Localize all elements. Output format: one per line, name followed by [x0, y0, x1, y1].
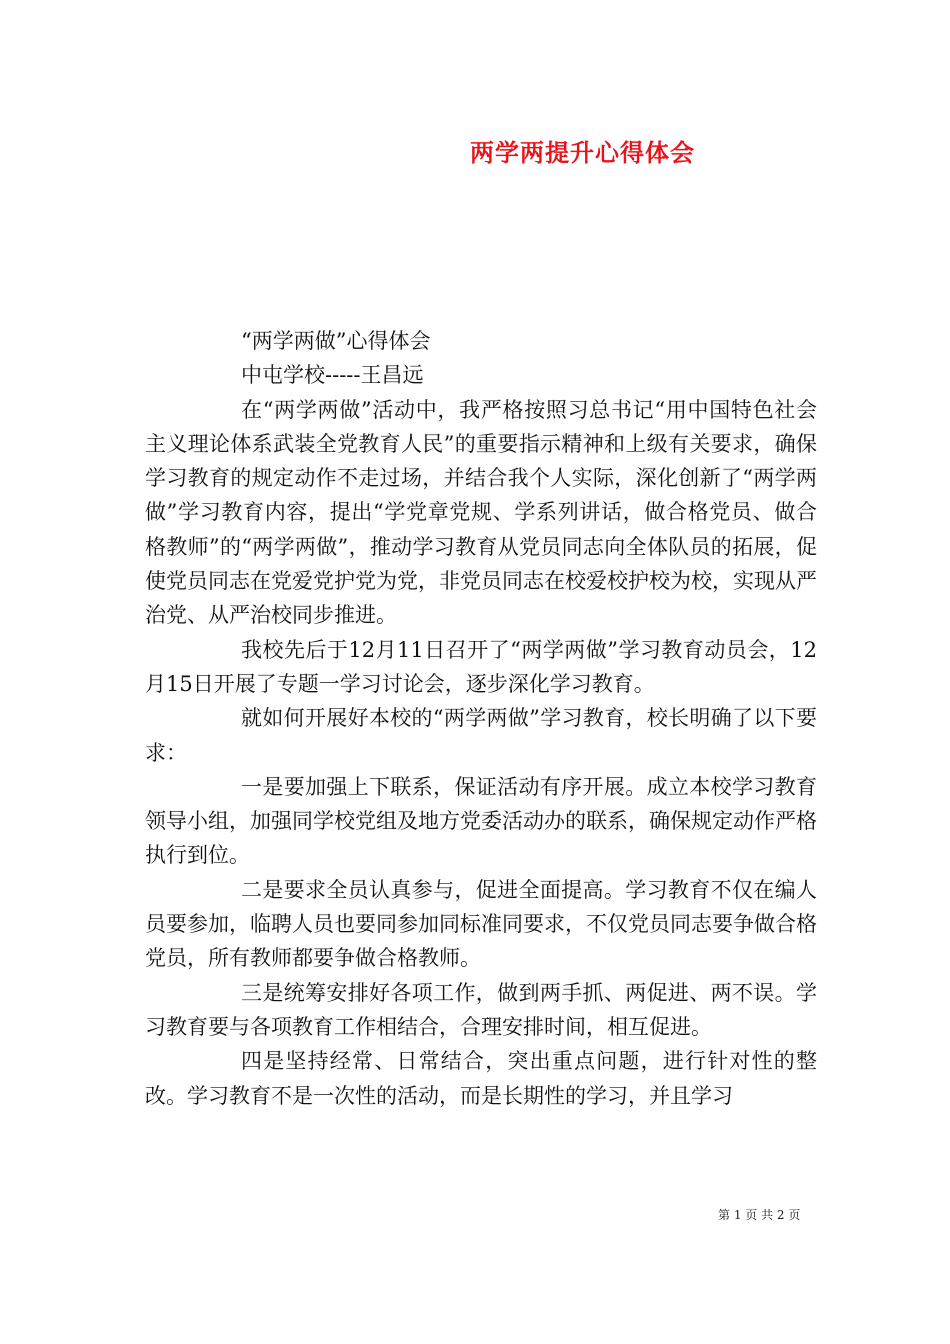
document-title: 两学两提升心得体会 [470, 138, 695, 167]
paragraph: 在“两学两做”活动中，我严格按照习总书记“用中国特色社会主义理论体系武装全党教育人民”的重要指示精神和上级有关要求，确保学习教育的规定动作不走过场，并结合我个人实际，深化创新了“两学两做”学习教育内容，提出“学党章党规、学系列讲话，做合格党员、做合格教师”的“两学两做”，推动学习教育从党员同志向全体队员的拓展，促使党员同志在党爱党护党为党，非党员同志在校爱校护校为校，实现从严治党、从严治校同步推进。 [145, 397, 817, 628]
paragraph: 四是坚持经常、日常结合，突出重点问题，进行针对性的整改。学习教育不是一次性的活动，而是长期性的学习，并且学习 [145, 1049, 817, 1108]
paragraph: 三是统筹安排好各项工作，做到两手抓、两促进、两不误。学习教育要与各项教育工作相结合，合理安排时间，相互促进。 [145, 980, 817, 1039]
document-body [145, 324, 817, 1113]
document-subtitle: “两学两做”心得体会 [241, 329, 431, 353]
author-line: 中屯学校-----王昌远 [241, 363, 424, 388]
paragraph: 就如何开展好本校的“两学两做”学习教育，校长明确了以下要求： [145, 706, 817, 765]
paragraph: 我校先后于12月11日召开了“两学两做”学习教育动员会，12月15日开展了专题一学习讨论会，逐步深化学习教育。 [145, 637, 817, 696]
page-number: 第 1 页 共 2 页 [718, 1208, 801, 1222]
paragraph: 二是要求全员认真参与，促进全面提高。学习教育不仅在编人员要参加，临聘人员也要同参加同标准同要求，不仅党员同志要争做合格党员，所有教师都要争做合格教师。 [145, 877, 817, 971]
paragraph: 一是要加强上下联系，保证活动有序开展。成立本校学习教育领导小组，加强同学校党组及地方党委活动办的联系，确保规定动作严格执行到位。 [145, 774, 817, 868]
